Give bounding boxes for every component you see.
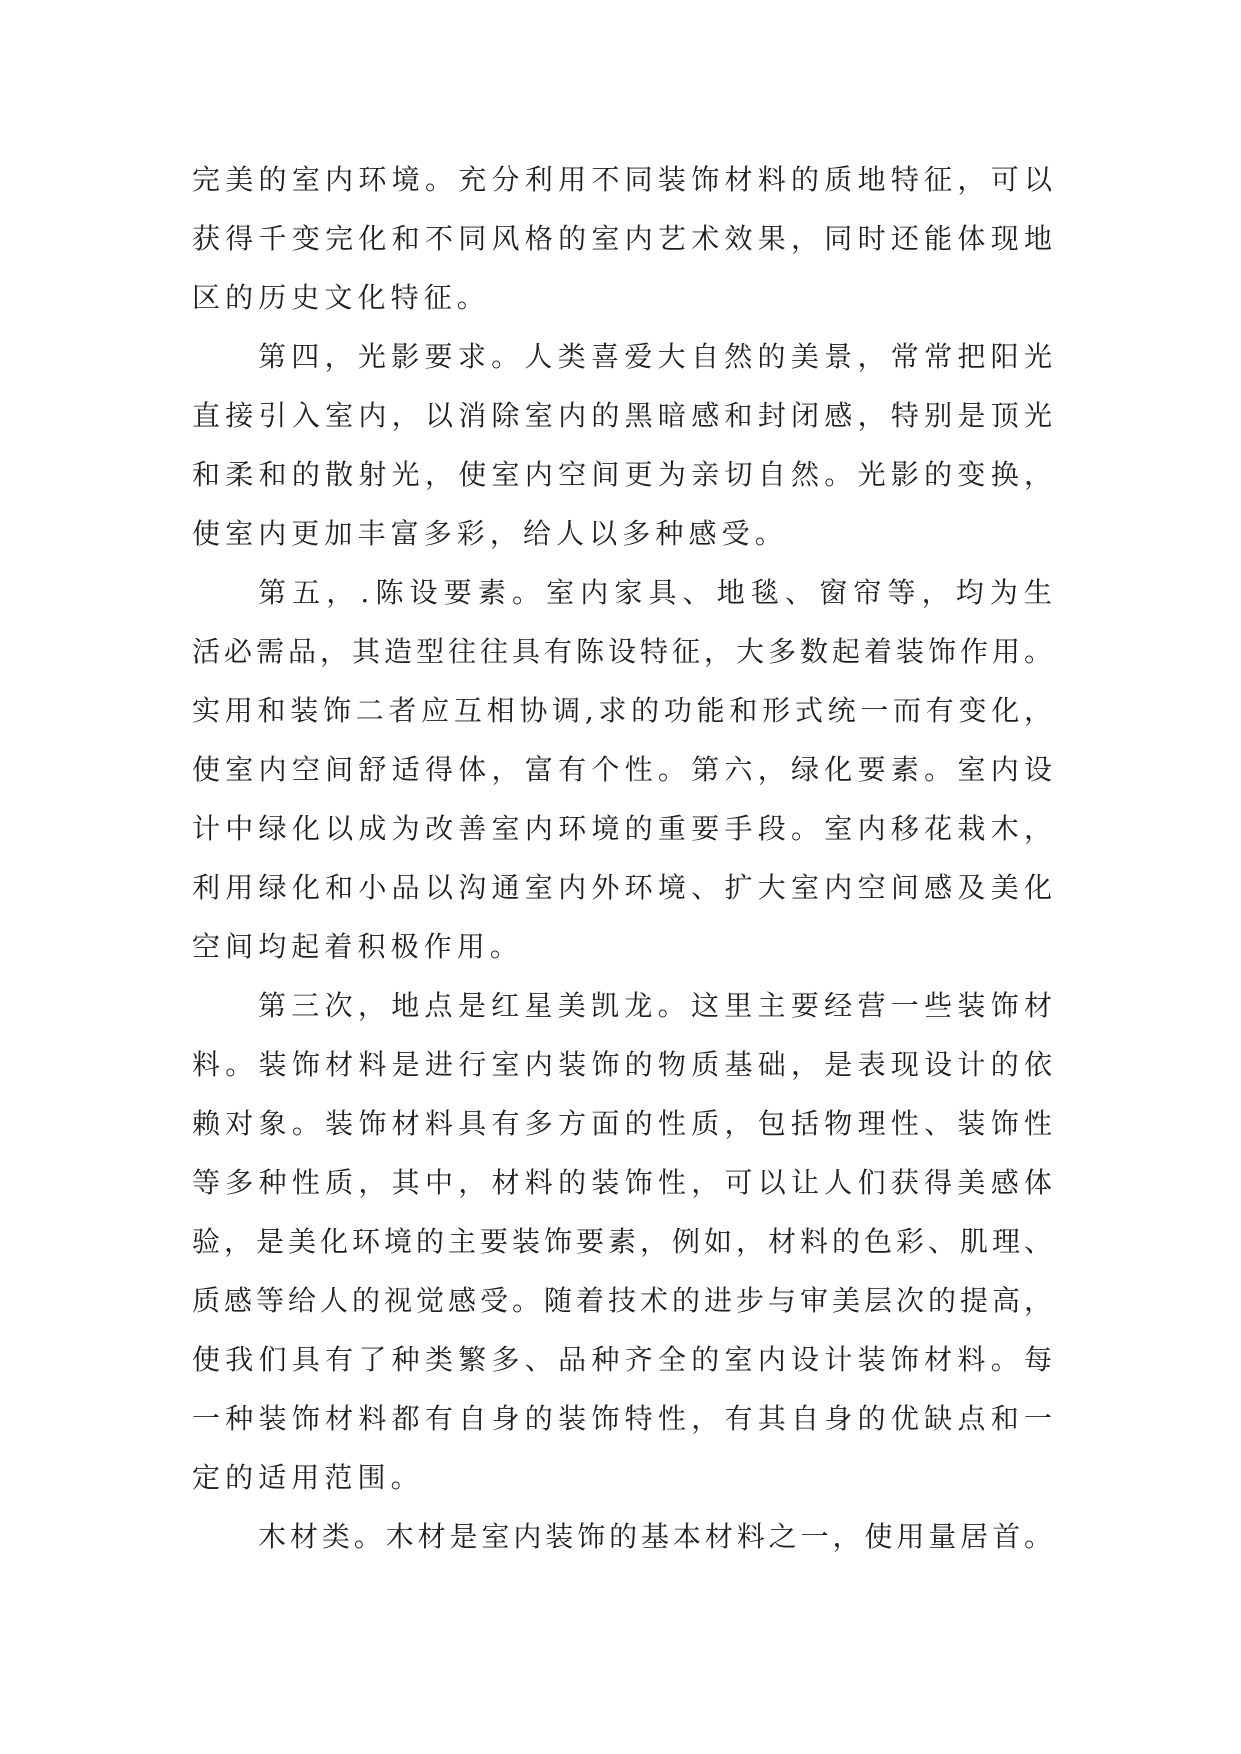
text-line: 第四，光影要求。人类喜爱大自然的美景，常常把阳光 — [258, 340, 1052, 373]
text-line: 计中绿化以成为改善室内环境的重要手段。室内移花栽木， — [192, 812, 1052, 845]
paragraph — [192, 1507, 1052, 1566]
text-line: 使室内更加丰富多彩，给人以多种感受。 — [192, 517, 788, 550]
text-line: 第五，.陈设要素。室内家具、地毯、窗帘等，均为生 — [258, 576, 1052, 609]
paragraph — [192, 327, 1052, 563]
text-line: 等多种性质，其中，材料的装饰性，可以让人们获得美感体 — [192, 1166, 1052, 1199]
text-line: 定的适用范围。 — [192, 1461, 424, 1494]
text-line: 实用和装饰二者应互相协调,求的功能和形式统一而有变化， — [192, 694, 1052, 727]
text-line: 一种装饰材料都有自身的装饰特性，有其自身的优缺点和一 — [192, 1402, 1052, 1435]
text-line: 验，是美化环境的主要装饰要素，例如，材料的色彩、肌理、 — [192, 1225, 1052, 1258]
paragraph — [192, 976, 1052, 1507]
text-line: 获得千变完化和不同风格的室内艺术效果，同时还能体现地 — [192, 222, 1052, 255]
text-line: 使我们具有了种类繁多、品种齐全的室内设计装饰材料。每 — [192, 1343, 1052, 1376]
text-line: 第三次，地点是红星美凯龙。这里主要经营一些装饰材 — [258, 989, 1052, 1022]
text-line: 直接引入室内，以消除室内的黑暗感和封闭感，特别是顶光 — [192, 399, 1052, 432]
document-body — [192, 150, 1052, 1566]
text-line: 空间均起着积极作用。 — [192, 930, 524, 963]
text-line: 料。装饰材料是进行室内装饰的物质基础，是表现设计的依 — [192, 1048, 1052, 1081]
text-line: 和柔和的散射光，使室内空间更为亲切自然。光影的变换， — [192, 458, 1052, 491]
text-line: 完美的室内环境。充分利用不同装饰材料的质地特征，可以 — [192, 163, 1052, 196]
text-line: 赖对象。装饰材料具有多方面的性质，包括物理性、装饰性 — [192, 1107, 1052, 1140]
text-line: 使室内空间舒适得体，富有个性。第六，绿化要素。室内设 — [192, 753, 1052, 786]
paragraph — [192, 563, 1052, 976]
text-line: 木材类。木材是室内装饰的基本材料之一，使用量居首。 — [258, 1520, 1052, 1553]
paragraph — [192, 150, 1052, 327]
text-line: 活必需品，其造型往往具有陈设特征，大多数起着装饰作用。 — [192, 635, 1052, 668]
text-line: 利用绿化和小品以沟通室内外环境、扩大室内空间感及美化 — [192, 871, 1052, 904]
text-line: 质感等给人的视觉感受。随着技术的进步与审美层次的提高， — [192, 1284, 1052, 1317]
text-line: 区的历史文化特征。 — [192, 281, 490, 314]
